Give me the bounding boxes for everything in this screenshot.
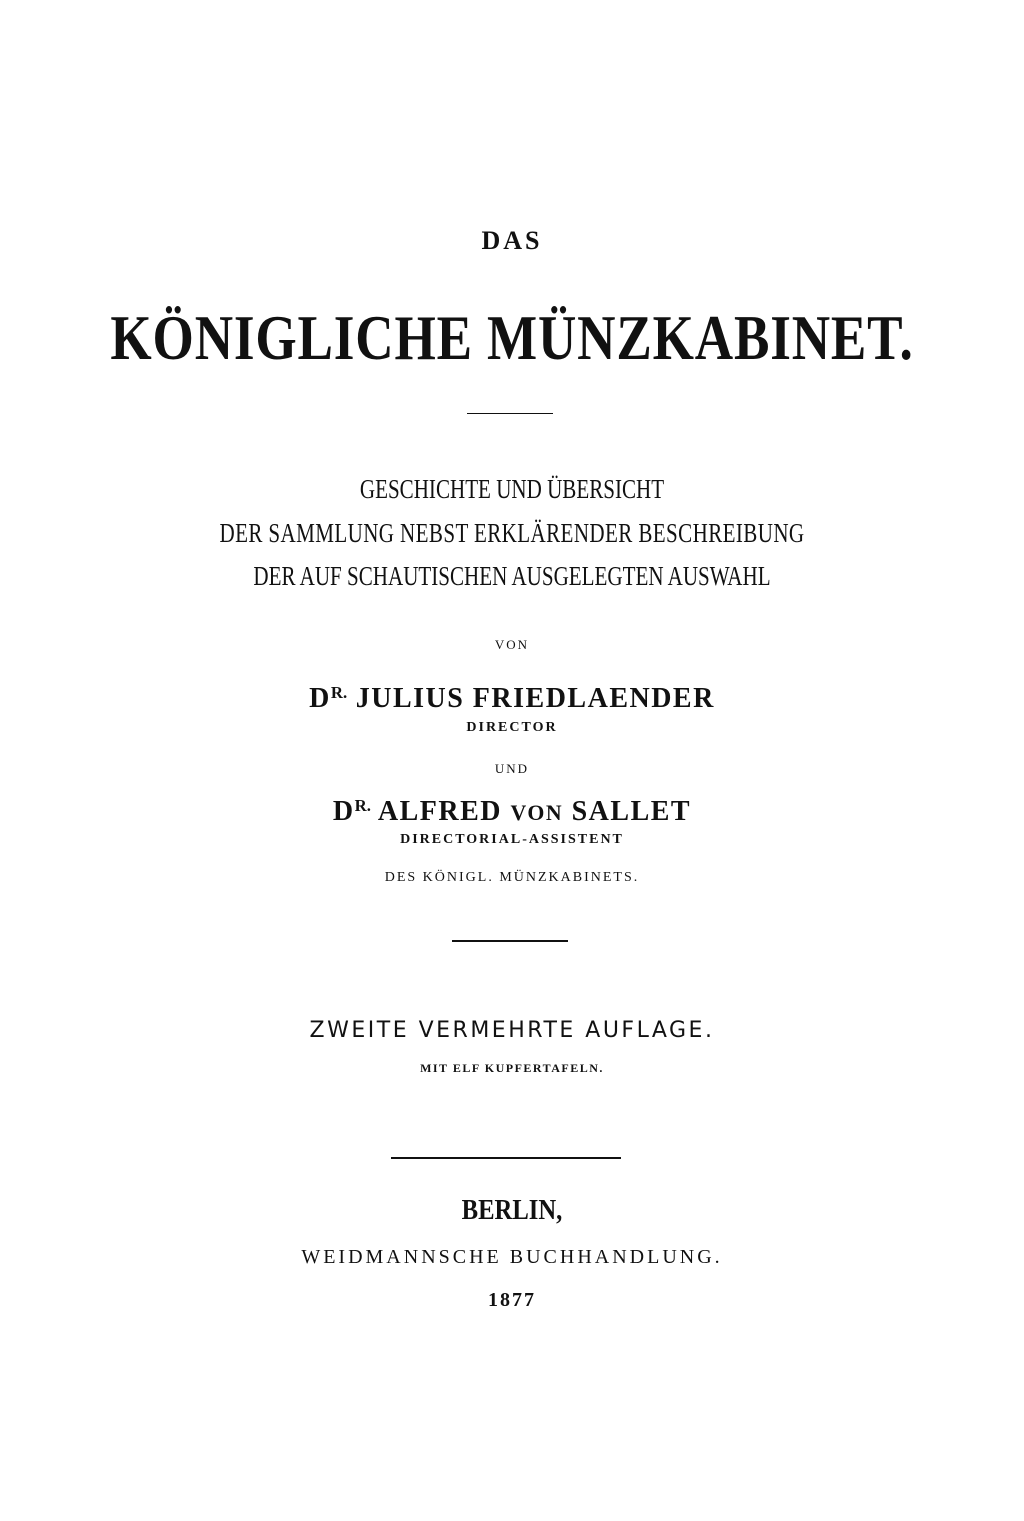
by-label: VON [494, 637, 530, 652]
author-2-particle: VON [510, 801, 564, 826]
subtitle-line-2: DER SAMMLUNG NEBST ERKLÄRENDER BESCHREIBUNG [219, 518, 805, 548]
author-2-last-name: SALLET [571, 796, 692, 828]
edition: ZWEITE VERMEHRTE AUFLAGE. [309, 1018, 715, 1043]
imprint-year: 1877 [488, 1289, 536, 1311]
divider-rule-middle [452, 940, 568, 942]
imprint-city: BERLIN, [461, 1194, 563, 1226]
author-2-prefix: D [332, 796, 355, 828]
author-2 [0, 798, 1024, 826]
author-1-prefix: D [309, 683, 331, 715]
author-2-role: DIRECTORIAL-ASSISTENT [400, 832, 624, 847]
author-1-name: JULIUS FRIEDLAENDER [355, 683, 715, 715]
pre-title: DAS [481, 226, 543, 255]
divider-rule-bottom [391, 1157, 621, 1159]
author-1-prefix-sup: R. [330, 683, 348, 702]
main-title: KÖNIGLICHE MÜNZKABINET. [110, 302, 914, 373]
author-1-role: DIRECTOR [466, 720, 558, 735]
divider-rule-top [467, 413, 553, 414]
author-2-first-name: ALFRED [377, 796, 503, 828]
and-label: UND [494, 761, 530, 776]
institution: DES KÖNIGL. MÜNZKABINETS. [384, 870, 640, 885]
imprint-publisher: WEIDMANNSCHE BUCHHANDLUNG. [301, 1246, 723, 1268]
subtitle-line-3: DER AUF SCHAUTISCHEN AUSGELEGTEN AUSWAHL [253, 561, 771, 591]
author-1 [0, 685, 1024, 713]
author-2-prefix-sup: R. [354, 796, 371, 815]
subtitle-line-1: GESCHICHTE UND ÜBERSICHT [359, 474, 665, 504]
plates-note: MIT ELF KUPFERTAFELN. [420, 1061, 604, 1075]
